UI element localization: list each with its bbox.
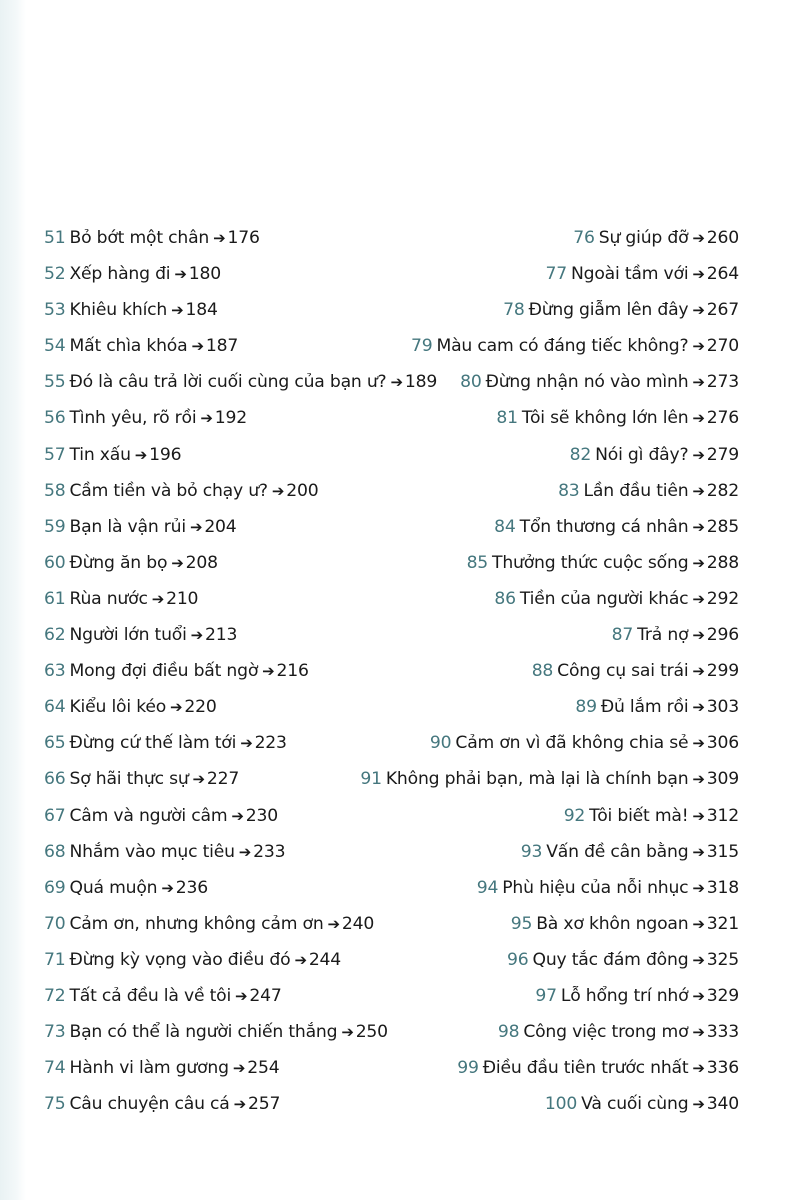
chapter-title: Vấn đề cân bằng [546, 841, 689, 862]
toc-entry [349, 1020, 739, 1056]
page-number: 196 [149, 444, 182, 465]
chapter-title: Mong đợi điều bất ngờ [69, 661, 259, 682]
arrow-right-icon: ➔ [134, 445, 148, 464]
arrow-right-icon: ➔ [692, 878, 705, 897]
chapter-number: 79 [410, 336, 433, 357]
arrow-right-icon: ➔ [231, 806, 244, 825]
chapter-title: Công cụ sai trái [557, 661, 689, 682]
arrow-right-icon: ➔ [692, 589, 705, 608]
page-number: 309 [706, 769, 739, 790]
chapter-number: 80 [460, 372, 482, 393]
page-number: 321 [706, 913, 739, 934]
page-number: 210 [166, 588, 199, 609]
toc-entry [349, 912, 739, 948]
toc-entry [349, 551, 739, 587]
toc-entry [349, 298, 739, 334]
toc-entry [349, 479, 739, 515]
page-edge-shadow [0, 0, 26, 1200]
chapter-number: 63 [44, 661, 66, 682]
chapter-title: Tin xấu [69, 444, 131, 465]
page-number: 220 [184, 697, 217, 718]
arrow-right-icon: ➔ [170, 698, 183, 717]
chapter-title: Trả nợ [637, 625, 689, 646]
chapter-title: Xếp hàng đi [69, 264, 171, 285]
page-number: 189 [404, 372, 438, 393]
page-number: 216 [276, 661, 309, 682]
toc-entry [349, 587, 739, 623]
chapter-title: Rùa nước [69, 588, 148, 609]
chapter-title: Phù hiệu của nỗi nhục [502, 877, 689, 898]
arrow-right-icon: ➔ [235, 986, 248, 1005]
arrow-right-icon: ➔ [692, 1059, 705, 1078]
chapter-title: Hành vi làm gương [69, 1058, 229, 1079]
toc-entry [349, 767, 739, 803]
arrow-right-icon: ➔ [692, 1095, 705, 1114]
toc-entry [349, 695, 739, 731]
arrow-right-icon: ➔ [341, 1023, 354, 1042]
arrow-right-icon: ➔ [200, 409, 213, 428]
chapter-number: 89 [575, 697, 597, 718]
arrow-right-icon: ➔ [262, 662, 275, 681]
arrow-right-icon: ➔ [692, 734, 705, 753]
chapter-title: Cảm ơn, nhưng không cảm ơn [69, 913, 324, 934]
chapter-number: 51 [44, 228, 66, 248]
chapter-title: Nhắm vào mục tiêu [69, 841, 235, 862]
chapter-title: Sợ hãi thực sự [69, 769, 189, 790]
toc-entry [349, 804, 739, 840]
page-number: 236 [175, 877, 208, 898]
chapter-number: 65 [44, 733, 66, 754]
chapter-title: Tôi biết mà! [589, 805, 689, 826]
chapter-number: 68 [44, 841, 66, 862]
chapter-title: Mất chìa khóa [69, 336, 188, 357]
chapter-number: 87 [611, 625, 634, 646]
arrow-right-icon: ➔ [692, 626, 705, 645]
chapter-title: Khiêu khích [69, 300, 168, 321]
chapter-title: Tình yêu, rõ rồi [69, 408, 197, 429]
chapter-title: Bà xơ khôn ngoan [536, 913, 689, 934]
chapter-title: Lỗ hổng trí nhớ [560, 985, 689, 1006]
chapter-number: 93 [520, 841, 543, 862]
chapter-number: 71 [44, 949, 66, 970]
page-number: 296 [706, 625, 739, 646]
page-number: 292 [706, 588, 739, 609]
chapter-number: 73 [44, 1022, 66, 1043]
chapter-number: 54 [44, 336, 66, 357]
arrow-right-icon: ➔ [233, 1095, 247, 1114]
page-number: 273 [706, 372, 739, 393]
chapter-title: Và cuối cùng [581, 1094, 689, 1115]
chapter-number: 95 [510, 913, 533, 934]
chapter-number: 76 [573, 228, 595, 248]
arrow-right-icon: ➔ [692, 301, 705, 320]
chapter-title: Bạn là vận rủi [69, 516, 186, 537]
arrow-right-icon: ➔ [171, 553, 184, 572]
page-number: 257 [248, 1094, 281, 1115]
chapter-title: Kiểu lôi kéo [69, 697, 167, 718]
page-number: 260 [706, 228, 739, 248]
arrow-right-icon: ➔ [692, 481, 705, 500]
arrow-right-icon: ➔ [692, 1023, 705, 1042]
arrow-right-icon: ➔ [240, 734, 253, 753]
chapter-title: Sự giúp đỡ [598, 228, 689, 248]
arrow-right-icon: ➔ [692, 842, 705, 861]
arrow-right-icon: ➔ [692, 337, 705, 356]
arrow-right-icon: ➔ [189, 517, 203, 536]
arrow-right-icon: ➔ [692, 698, 705, 717]
arrow-right-icon: ➔ [692, 229, 705, 247]
chapter-title: Đủ lắm rồi [600, 697, 689, 718]
chapter-number: 77 [545, 264, 567, 285]
toc-entry [349, 623, 739, 659]
chapter-title: Đừng kỳ vọng vào điều đó [69, 949, 291, 970]
toc-entry [349, 984, 739, 1020]
chapter-number: 94 [476, 877, 499, 898]
page-number: 336 [706, 1058, 739, 1079]
chapter-title: Đừng cứ thế làm tới [69, 733, 237, 754]
chapter-number: 85 [466, 552, 489, 573]
page-number: 254 [247, 1058, 280, 1079]
page-number: 299 [706, 661, 739, 682]
chapter-number: 70 [44, 913, 66, 934]
chapter-number: 91 [360, 769, 382, 790]
chapter-number: 74 [44, 1058, 66, 1079]
chapter-title: Tất cả đều là về tôi [69, 985, 232, 1006]
arrow-right-icon: ➔ [271, 481, 285, 500]
toc-entry [349, 443, 739, 479]
arrow-right-icon: ➔ [294, 950, 307, 969]
chapter-number: 84 [494, 516, 516, 537]
chapter-number: 53 [44, 300, 66, 321]
arrow-right-icon: ➔ [190, 626, 204, 645]
arrow-right-icon: ➔ [327, 914, 340, 933]
arrow-right-icon: ➔ [692, 517, 705, 536]
page-number: 200 [286, 480, 319, 501]
chapter-number: 61 [44, 588, 66, 609]
chapter-number: 67 [44, 805, 66, 826]
chapter-title: Đừng nhận nó vào mình [485, 372, 689, 393]
chapter-number: 99 [457, 1058, 479, 1079]
chapter-number: 82 [569, 444, 592, 465]
chapter-number: 97 [535, 985, 557, 1006]
chapter-number: 72 [44, 985, 66, 1006]
toc-entry [349, 515, 739, 551]
arrow-right-icon: ➔ [390, 373, 403, 392]
page-number: 204 [204, 516, 237, 537]
chapter-number: 58 [44, 480, 66, 501]
chapter-title: Bỏ bớt một chân [69, 228, 210, 248]
chapter-title: Tổn thương cá nhân [519, 516, 689, 537]
chapter-title: Câu chuyện câu cá [69, 1094, 230, 1115]
page-number: 233 [253, 841, 286, 862]
page-number: 312 [706, 805, 739, 826]
toc-entry [349, 1056, 739, 1092]
chapter-number: 98 [497, 1022, 520, 1043]
page-number: 325 [706, 949, 739, 970]
page-number: 329 [706, 985, 739, 1006]
page-number: 227 [206, 769, 240, 790]
page-number: 279 [706, 444, 739, 465]
chapter-title: Công việc trong mơ [523, 1022, 689, 1043]
page-number: 187 [205, 336, 239, 357]
chapter-number: 64 [44, 697, 66, 718]
arrow-right-icon: ➔ [213, 229, 226, 247]
chapter-number: 59 [44, 516, 66, 537]
chapter-number: 83 [558, 480, 580, 501]
page-number: 303 [706, 697, 739, 718]
chapter-number: 96 [507, 949, 529, 970]
page-number: 318 [706, 877, 739, 898]
arrow-right-icon: ➔ [232, 1059, 246, 1078]
chapter-number: 55 [44, 372, 66, 393]
toc-entry [349, 262, 739, 298]
chapter-number: 78 [503, 300, 525, 321]
chapter-title: Điều đầu tiên trước nhất [482, 1058, 689, 1079]
chapter-title: Quy tắc đám đông [532, 949, 689, 970]
page-number: 223 [254, 733, 287, 754]
page-number: 244 [308, 949, 342, 970]
page-number: 333 [706, 1022, 739, 1043]
page-number: 192 [214, 408, 247, 429]
arrow-right-icon: ➔ [692, 806, 705, 825]
toc-entry [349, 226, 739, 262]
chapter-title: Ngoài tầm với [571, 264, 689, 285]
chapter-title: Tôi sẽ không lớn lên [521, 408, 689, 429]
chapter-number: 57 [44, 444, 66, 465]
arrow-right-icon: ➔ [692, 553, 705, 572]
page-number: 276 [706, 408, 739, 429]
page-number: 282 [706, 480, 739, 501]
chapter-number: 66 [44, 769, 66, 790]
arrow-right-icon: ➔ [692, 265, 705, 284]
chapter-title: Đừng giẫm lên đây [528, 300, 689, 321]
page-number: 184 [185, 300, 218, 321]
chapter-title: Không phải bạn, mà lại là chính bạn [385, 769, 689, 790]
chapter-title: Đừng ăn bọ [69, 552, 168, 573]
chapter-number: 56 [44, 408, 66, 429]
chapter-number: 60 [44, 552, 66, 573]
page-number: 240 [341, 913, 375, 934]
page-number: 250 [355, 1022, 388, 1043]
page-number: 176 [227, 228, 260, 248]
chapter-number: 81 [496, 408, 518, 429]
chapter-title: Người lớn tuổi [69, 625, 187, 646]
chapter-number: 92 [563, 805, 586, 826]
toc-entry [349, 731, 739, 767]
toc-entry [349, 659, 739, 695]
arrow-right-icon: ➔ [692, 950, 705, 969]
arrow-right-icon: ➔ [151, 589, 165, 608]
arrow-right-icon: ➔ [171, 301, 184, 320]
chapter-title: Màu cam có đáng tiếc không? [436, 336, 689, 357]
page-number: 288 [706, 552, 739, 573]
page-number: 267 [706, 300, 739, 321]
page-number: 264 [706, 264, 739, 285]
arrow-right-icon: ➔ [174, 265, 187, 284]
toc-entry [349, 948, 739, 984]
toc-entry [349, 334, 739, 370]
arrow-right-icon: ➔ [161, 878, 174, 897]
chapter-title: Bạn có thể là người chiến thắng [69, 1022, 338, 1043]
chapter-title: Lần đầu tiên [583, 480, 689, 501]
toc-entry [349, 876, 739, 912]
arrow-right-icon: ➔ [692, 409, 705, 428]
page-number: 230 [245, 805, 278, 826]
chapter-title: Cầm tiền và bỏ chạy ư? [69, 480, 268, 501]
arrow-right-icon: ➔ [692, 914, 705, 933]
arrow-right-icon: ➔ [692, 373, 705, 392]
page-number: 213 [205, 625, 238, 646]
chapter-title: Đó là câu trả lời cuối cùng của bạn ư? [69, 372, 387, 393]
page-number: 315 [706, 841, 739, 862]
chapter-title: Quá muộn [69, 877, 158, 898]
arrow-right-icon: ➔ [692, 662, 705, 681]
page-number: 270 [706, 336, 739, 357]
arrow-right-icon: ➔ [692, 445, 705, 464]
toc-entry [349, 840, 739, 876]
toc-entry [349, 1092, 739, 1128]
chapter-number: 62 [44, 625, 66, 646]
toc-entry [349, 406, 739, 442]
chapter-number: 75 [44, 1094, 66, 1115]
chapter-number: 52 [44, 264, 66, 285]
chapter-number: 69 [44, 877, 66, 898]
chapter-title: Nói gì đây? [595, 444, 689, 465]
arrow-right-icon: ➔ [692, 986, 705, 1005]
arrow-right-icon: ➔ [191, 337, 204, 356]
chapter-title: Tiền của người khác [519, 588, 689, 609]
chapter-title: Câm và người câm [69, 805, 228, 826]
page-number: 285 [706, 516, 739, 537]
page-number: 180 [188, 264, 221, 285]
chapter-title: Cảm ơn vì đã không chia sẻ [455, 733, 689, 754]
toc-entry [349, 370, 739, 406]
toc-right-column [349, 226, 739, 1128]
page-number: 247 [249, 985, 282, 1006]
chapter-title: Thưởng thức cuộc sống [492, 552, 689, 573]
page-number: 306 [706, 733, 739, 754]
chapter-number: 100 [544, 1094, 578, 1115]
chapter-number: 86 [494, 588, 516, 609]
page-number: 340 [706, 1094, 739, 1115]
arrow-right-icon: ➔ [692, 770, 705, 789]
arrow-right-icon: ➔ [192, 770, 205, 789]
chapter-number: 88 [531, 661, 554, 682]
arrow-right-icon: ➔ [238, 842, 252, 861]
chapter-number: 90 [429, 733, 452, 754]
page-number: 208 [185, 552, 218, 573]
